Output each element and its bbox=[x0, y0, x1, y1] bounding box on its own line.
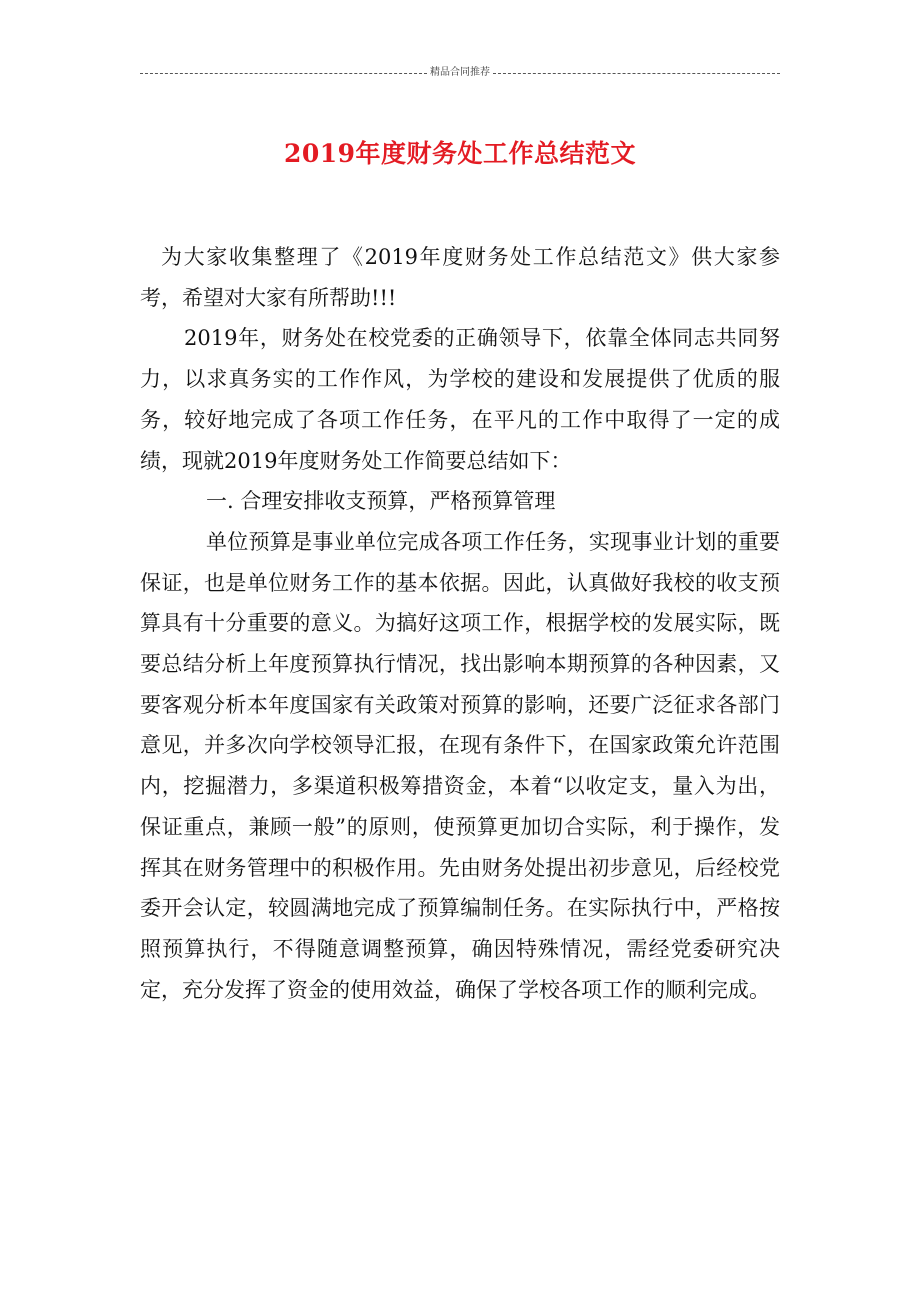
summary-paragraph: 2019年，财务处在校党委的正确领导下，依靠全体同志共同努力，以求真务实的工作作风，为学校的建设和发展提供了优质的服务，较好地完成了各项工作任务，在平凡的工作中取得了一定的成绩，现就2019年度财务处工作简要总结如下： bbox=[140, 326, 780, 473]
page-header bbox=[140, 66, 780, 80]
budget-paragraph: 单位预算是事业单位完成各项工作任务，实现事业计划的重要保证，也是单位财务工作的基本依据。因此，认真做好我校的收支预算具有十分重要的意义。为搞好这项工作，根据学校的发展实际，既要总结分析上年度预算执行情况，找出影响本期预算的各种因素，又要客观分析本年度国家有关政策对预算的影响，还要广泛征求各部门意见，并多次向学校领导汇报，在现有条件下，在国家政策允许范围内，挖掘潜力，多渠道积极筹措资金，本着“以收定支，量入为出，保证重点，兼顾一般”的原则，使预算更加切合实际，利于操作，发挥其在财务管理中的积极作用。先由财务处提出初步意见，后经校党委开会认定，较圆满地完成了预算编制任务。在实际执行中，严格按照预算执行，不得随意调整预算，确因特殊情况，需经党委研究决定，充分发挥了资金的使用效益，确保了学校各项工作的顺利完成。 bbox=[140, 529, 780, 1002]
section-heading: 一. 合理安排收支预算，严格预算管理 bbox=[206, 489, 556, 514]
header-divider-right bbox=[493, 73, 780, 74]
header-label: 精品合同推荐 bbox=[430, 67, 490, 78]
intro-paragraph: 为大家收集整理了《2019年度财务处工作总结范文》供大家参考，希望对大家有所帮助!!! bbox=[140, 245, 780, 310]
document-title: 2019年度财务处工作总结范文 bbox=[283, 138, 637, 168]
header-divider-left bbox=[140, 73, 427, 74]
document-body bbox=[140, 237, 780, 1010]
